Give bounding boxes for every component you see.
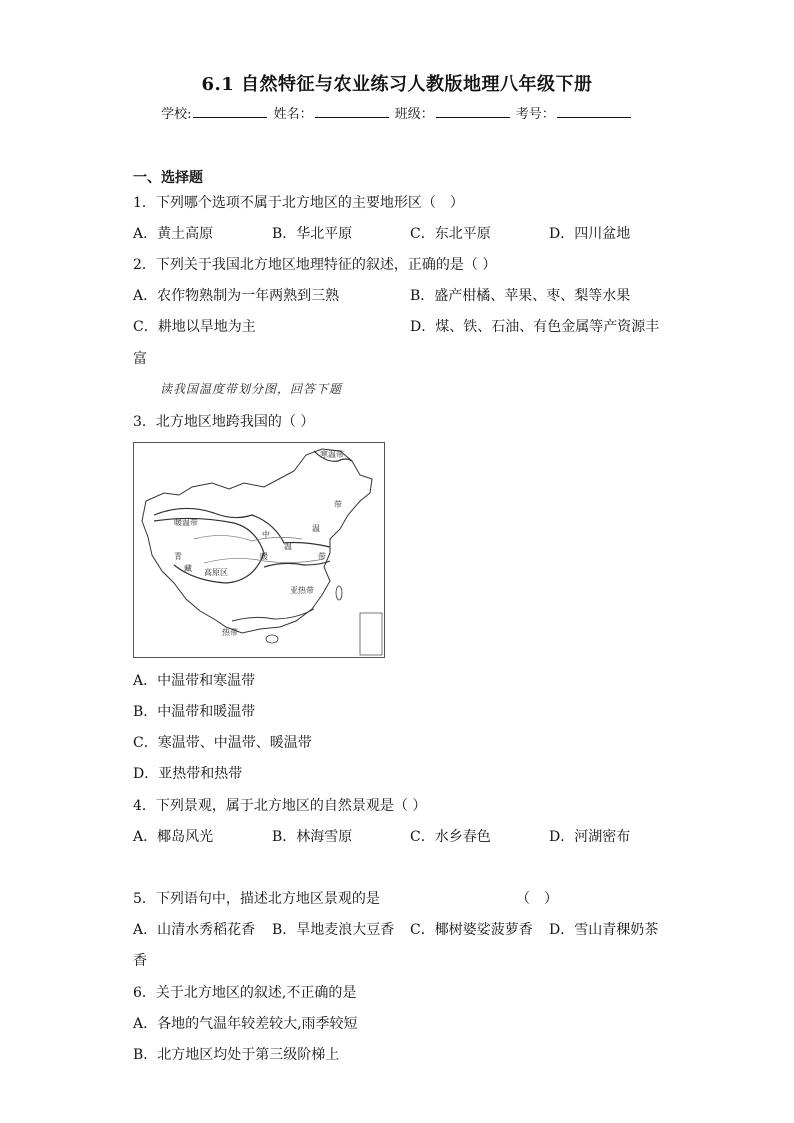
q1-option-a[interactable]: A．黄土高原 [133,226,214,242]
china-outline [142,449,372,633]
q1-option-c[interactable]: C．东北平原 [410,226,491,242]
class-label: 班级： [394,107,434,122]
label-mid-zhong: 中 [262,530,270,539]
label-subtropic-zone: 亚热带 [290,586,314,595]
q4-option-b[interactable]: B．林海雪原 [272,829,353,845]
q5-option-b[interactable]: B．旱地麦浪大豆香 [272,922,395,938]
label-warm-zone: 暖温带 [174,518,198,527]
yellow-river [194,535,302,541]
section-title: 一、选择题 [133,170,203,186]
label-plateau-zone: 高原区 [204,568,228,577]
q4-option-d[interactable]: D．河湖密布 [549,829,631,845]
q6-option-a[interactable]: A．各地的气温年较差较大,雨季较短 [133,1016,358,1032]
name-label: 姓名： [273,107,313,122]
label-mid-wen: 温 [312,524,320,533]
q5-option-c[interactable]: C．椰树婆娑菠萝香 [410,922,533,938]
subtropic-tropic-boundary [232,609,314,621]
q2-option-b[interactable]: B．盛产柑橘、苹果、枣、梨等水果 [410,288,631,304]
label-dai2: 带 [318,552,326,561]
label-nuan: 暖 [260,552,268,561]
q3-option-c[interactable]: C．寒温带、中温带、暖温带 [133,735,312,751]
temperature-zone-map [133,442,385,658]
q3-option-d[interactable]: D．亚热带和热带 [133,766,243,782]
label-qing: 青 [174,552,182,561]
question-1-stem: 1．下列哪个选项不属于北方地区的主要地形区（ ） [133,195,464,211]
q2-option-c[interactable]: C．耕地以旱地为主 [133,319,256,335]
exam-number-field[interactable] [557,105,631,118]
label-wen2: 温 [284,542,292,551]
taiwan-island [336,586,342,600]
q2-option-d[interactable]: D．煤、铁、石油、有色金属等产资源丰 [410,319,660,335]
q5-answer-parens[interactable]: （ ） [516,891,558,907]
map-instruction-note: 读我国温度带划分图，回答下题 [160,382,343,396]
label-zang: 藏 [184,564,192,573]
label-mid-dai: 带 [334,500,342,509]
q5-option-d[interactable]: D．雪山青稞奶茶 [549,922,659,938]
q1-option-b[interactable]: B．华北平原 [272,226,353,242]
name-field[interactable] [315,105,389,118]
q4-option-c[interactable]: C．水乡春色 [410,829,491,845]
question-3-stem: 3．北方地区地跨我国的（ ） [133,414,315,430]
question-5-stem: 5．下列语句中，描述北方地区景观的是 [133,891,380,907]
q2-option-d-continuation: 富 [133,351,147,367]
school-label: 学校: [161,107,192,122]
label-cold-zone: 寒温带 [320,450,344,459]
q6-option-b[interactable]: B．北方地区均处于第三级阶梯上 [133,1047,340,1063]
school-field[interactable] [193,105,267,118]
question-4-stem: 4．下列景观，属于北方地区的自然景观是（ ） [133,798,427,814]
hainan-island [266,635,278,643]
q2-option-a[interactable]: A．农作物熟制为一年两熟到三熟 [133,288,340,304]
student-info-row [0,103,794,122]
q5-option-a[interactable]: A．山清水秀稻花香 [133,922,256,938]
question-6-stem: 6．关于北方地区的叙述,不正确的是 [133,985,357,1001]
q5-option-d-continuation: 香 [133,953,147,969]
page-title: 6.1 自然特征与农业练习人教版地理八年级下册 [201,74,593,95]
q1-option-d[interactable]: D．四川盆地 [549,226,631,242]
china-map-svg [134,443,384,657]
south-sea-inset [360,613,382,655]
label-tropic-zone: 热带 [222,628,238,637]
mid-warm-boundary [154,508,330,547]
exam-number-label: 考号： [515,107,555,122]
q4-option-a[interactable]: A．椰岛风光 [133,829,214,845]
question-2-stem: 2．下列关于我国北方地区地理特征的叙述，正确的是（ ） [133,257,497,273]
class-field[interactable] [436,105,510,118]
q3-option-b[interactable]: B．中温带和暖温带 [133,704,256,720]
q3-option-a[interactable]: A．中温带和寒温带 [133,673,256,689]
